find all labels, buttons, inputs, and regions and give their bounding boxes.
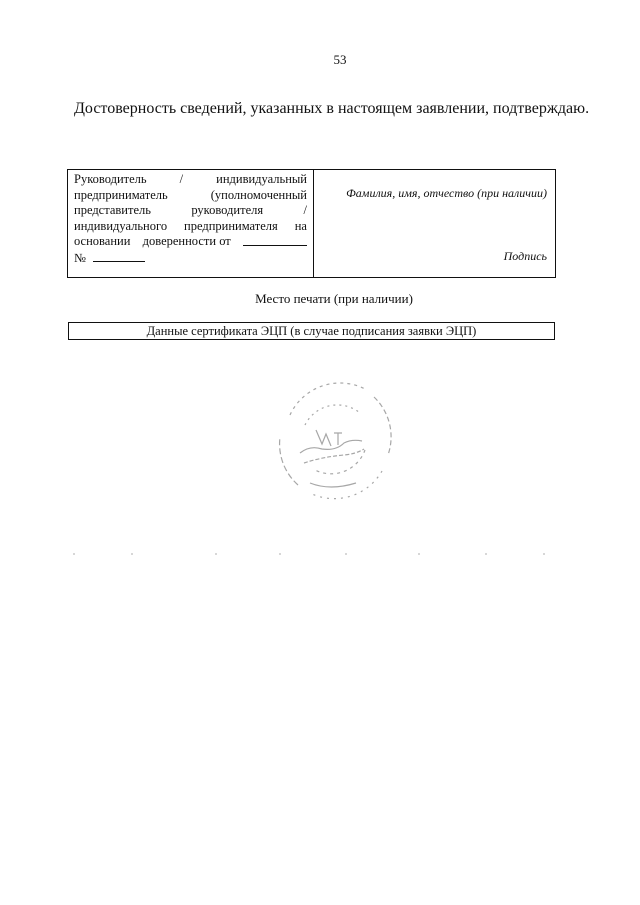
signature-label: Подпись — [503, 249, 547, 263]
signatory-line-4: индивидуального предпринимателя на — [74, 218, 307, 233]
confirmation-statement: Достоверность сведений, указанных в настоящем заявлении, подтверждаю. — [74, 100, 590, 117]
signatory-line-2: предприниматель (уполномоченный — [74, 187, 307, 202]
power-of-attorney-date-blank[interactable] — [243, 234, 307, 246]
signature-table — [67, 169, 556, 278]
scan-dot-artifacts — [70, 552, 570, 556]
seal-stamp-image — [270, 375, 400, 505]
signatory-line-3: представитель руководителя / — [74, 203, 307, 217]
page-number: 53 — [333, 52, 347, 67]
signature-cell — [314, 170, 555, 277]
signatory-line-1: Руководитель / индивидуальный — [74, 172, 307, 186]
power-of-attorney-number-blank[interactable] — [93, 250, 145, 262]
certificate-header-box: Данные сертификата ЭЦП (в случае подписания заявки ЭЦП) — [68, 322, 555, 340]
fio-label: Фамилия, имя, отчество (при наличии) — [346, 186, 547, 200]
signatory-line-5: основании доверенности от — [74, 234, 307, 250]
stamp-place-label: Место печати (при наличии) — [255, 291, 413, 306]
signatory-cell — [68, 170, 314, 277]
signatory-line-6: № — [74, 250, 307, 267]
